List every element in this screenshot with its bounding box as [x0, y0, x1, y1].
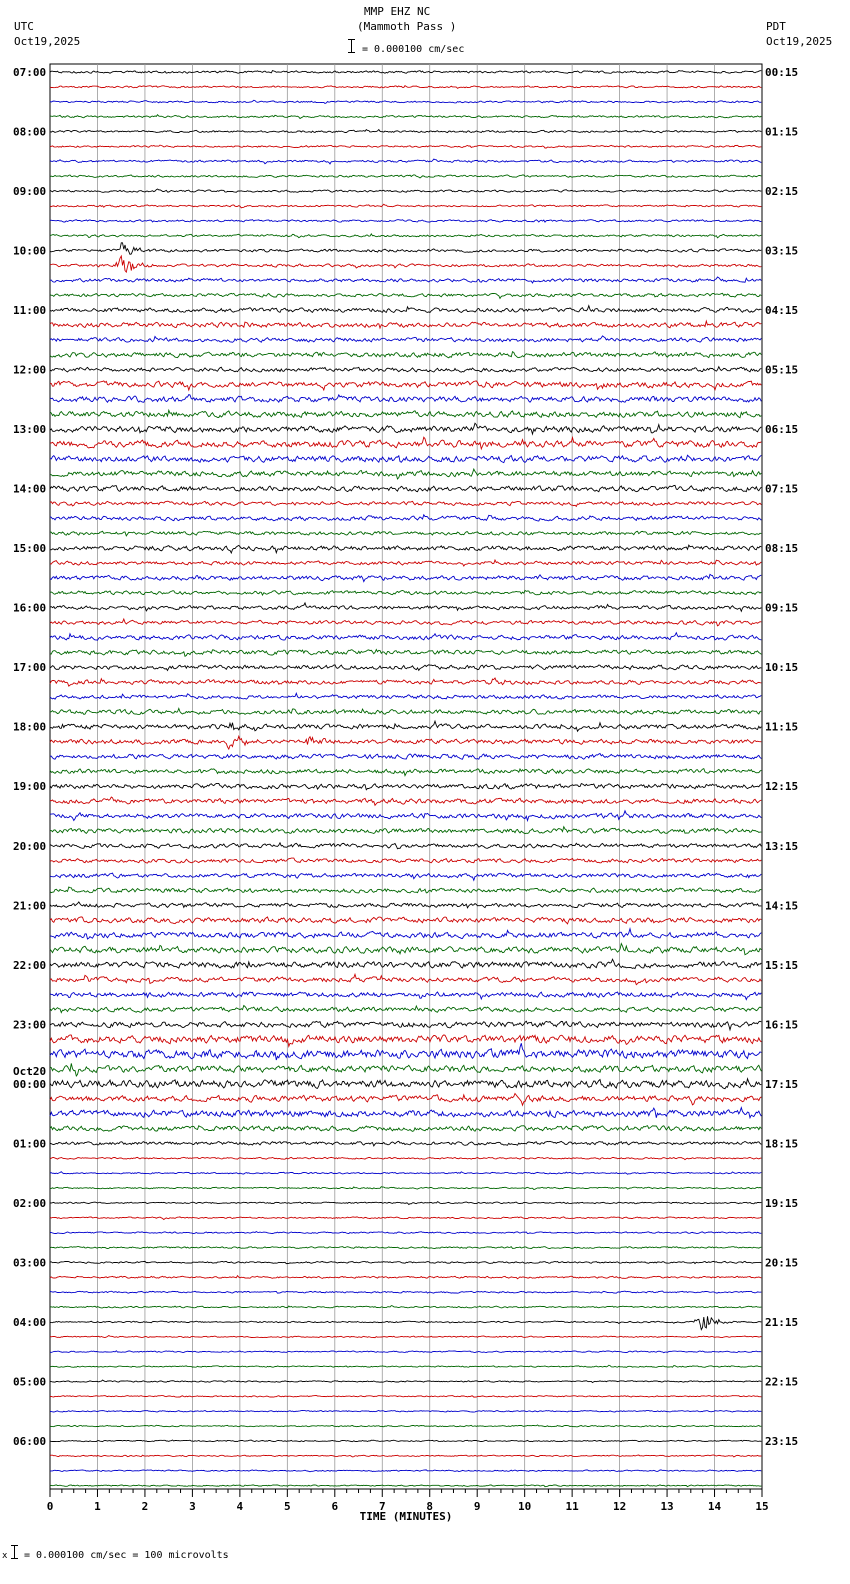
seismic-trace	[50, 115, 761, 119]
seismic-trace	[50, 71, 761, 74]
utc-hour-label: 06:00	[13, 1434, 47, 1448]
seismic-trace	[50, 469, 761, 479]
seismic-trace	[50, 944, 761, 955]
seismic-trace	[50, 797, 761, 805]
seismic-trace	[50, 1157, 761, 1159]
x-tick-label: 0	[46, 1500, 54, 1513]
seismic-trace	[50, 665, 761, 671]
utc-hour-label: 18:00	[13, 720, 47, 734]
station-title: MMP EHZ NC	[364, 5, 431, 18]
x-tick-label: 4	[236, 1500, 244, 1513]
seismic-trace	[50, 501, 761, 506]
seismic-trace	[50, 256, 761, 272]
seismic-trace	[50, 1336, 761, 1338]
seismic-trace	[50, 784, 761, 790]
pdt-hour-label: 10:15	[765, 661, 799, 675]
seismic-trace	[50, 515, 761, 521]
seismic-trace	[50, 1351, 761, 1353]
seismic-trace	[50, 545, 761, 553]
utc-hour-label: 02:00	[13, 1196, 47, 1210]
seismic-trace	[50, 708, 761, 714]
x-axis-label: TIME (MINUTES)	[359, 1510, 453, 1523]
seismic-trace	[50, 1455, 761, 1457]
seismic-trace	[50, 234, 761, 238]
x-tick-label: 13	[660, 1500, 674, 1513]
utc-hour-label: 23:00	[13, 1018, 47, 1032]
seismic-trace	[50, 455, 761, 462]
seismic-trace	[50, 1063, 761, 1076]
pdt-hour-label: 16:15	[765, 1018, 799, 1032]
x-tick-label: 12	[612, 1500, 627, 1513]
seismic-trace	[50, 1108, 761, 1118]
pdt-hour-label: 20:15	[765, 1256, 799, 1270]
utc-hour-label: 22:00	[13, 958, 47, 972]
pdt-hour-label: 15:15	[765, 958, 799, 972]
utc-hour-label: 03:00	[13, 1256, 47, 1270]
seismic-trace	[50, 321, 761, 328]
utc-hour-label: 16:00	[13, 601, 47, 615]
seismic-trace	[50, 1306, 761, 1308]
seismic-trace	[50, 1261, 761, 1263]
pdt-hour-label: 04:15	[765, 304, 799, 318]
seismic-trace	[50, 959, 761, 968]
seismic-trace	[50, 1291, 761, 1293]
seismic-trace	[50, 531, 761, 536]
pdt-hour-label: 06:15	[765, 423, 799, 437]
station-location: (Mammoth Pass )	[357, 20, 457, 33]
footer-prefix: x	[2, 1551, 8, 1561]
x-tick-label: 14	[707, 1500, 722, 1513]
pdt-hour-label: 14:15	[765, 899, 799, 913]
seismic-trace	[50, 1365, 761, 1367]
seismic-trace	[50, 590, 761, 595]
seismic-trace	[50, 189, 761, 192]
seismic-trace	[50, 1202, 761, 1205]
seismic-trace	[50, 1396, 761, 1398]
seismic-trace	[50, 1141, 761, 1146]
plot-frame	[50, 64, 762, 1489]
utc-hour-label: 21:00	[13, 899, 47, 913]
seismic-trace	[50, 395, 761, 403]
seismic-trace	[50, 306, 761, 313]
utc-hour-label: 09:00	[13, 185, 47, 199]
seismic-trace	[50, 1079, 761, 1089]
day-change-label: Oct20	[13, 1064, 47, 1078]
x-tick-label: 10	[518, 1500, 532, 1513]
seismic-trace	[50, 873, 761, 880]
seismic-trace	[50, 754, 761, 760]
seismic-trace	[50, 721, 761, 731]
seismic-trace	[50, 827, 761, 834]
seismic-trace	[50, 130, 761, 133]
seismic-trace	[50, 992, 761, 1000]
pdt-hour-label: 21:15	[765, 1315, 799, 1329]
x-tick-label: 11	[565, 1500, 579, 1513]
utc-hour-label: 15:00	[13, 542, 47, 556]
seismic-trace	[50, 352, 761, 358]
seismic-trace	[50, 1316, 761, 1329]
plot-labels	[13, 66, 798, 1523]
seismic-trace	[50, 1410, 761, 1412]
seismic-trace	[50, 336, 761, 342]
x-tick-label: 2	[141, 1500, 149, 1513]
seismic-trace	[50, 1440, 761, 1442]
x-tick-label: 9	[473, 1500, 481, 1513]
seismic-trace	[50, 1187, 761, 1190]
seismic-trace	[50, 277, 761, 283]
seismic-trace	[50, 929, 761, 939]
pdt-hour-label: 08:15	[765, 542, 799, 556]
seismic-trace	[50, 100, 761, 103]
seismic-trace	[50, 1021, 761, 1030]
seismic-trace	[50, 1485, 761, 1487]
pdt-hour-label: 00:15	[765, 66, 799, 79]
pdt-hour-label: 09:15	[765, 601, 799, 615]
seismic-trace	[50, 204, 761, 208]
seismic-trace	[50, 293, 761, 298]
seismic-trace	[50, 1247, 761, 1249]
seismic-trace	[50, 574, 761, 581]
seismic-trace	[50, 1276, 761, 1279]
seismic-trace	[50, 86, 761, 89]
pdt-hour-label: 13:15	[765, 839, 799, 853]
pdt-hour-label: 12:15	[765, 780, 799, 794]
plot-grid	[50, 64, 762, 1497]
x-tick-label: 5	[284, 1500, 291, 1513]
seismic-trace	[50, 1217, 761, 1220]
pdt-label: PDT	[766, 20, 786, 33]
seismic-trace	[50, 1094, 761, 1106]
utc-hour-label: 19:00	[13, 780, 47, 794]
seismic-trace	[50, 367, 761, 372]
seismic-trace	[50, 902, 761, 908]
seismic-trace	[50, 650, 761, 657]
scale-label: = 0.000100 cm/sec	[362, 44, 465, 55]
utc-date: Oct19,2025	[14, 35, 81, 48]
utc-hour-label: 12:00	[13, 363, 47, 377]
seismic-trace	[50, 1380, 761, 1383]
seismic-trace	[50, 693, 761, 699]
seismic-trace	[50, 917, 761, 924]
pdt-hour-label: 19:15	[765, 1196, 799, 1210]
pdt-hour-label: 03:15	[765, 244, 799, 258]
seismic-trace	[50, 678, 761, 686]
utc-hour-label: 14:00	[13, 482, 47, 496]
x-tick-label: 3	[189, 1500, 196, 1513]
seismic-trace	[50, 410, 761, 417]
seismic-trace	[50, 974, 761, 984]
utc-label: UTC	[14, 20, 34, 33]
seismic-trace	[50, 887, 761, 893]
seismic-trace	[50, 437, 761, 449]
pdt-date: Oct19,2025	[766, 35, 833, 48]
utc-hour-label: 08:00	[13, 125, 47, 139]
seismic-trace	[50, 811, 761, 821]
pdt-hour-label: 22:15	[765, 1375, 799, 1389]
seismic-trace	[50, 381, 761, 390]
utc-hour-label: 11:00	[13, 304, 47, 318]
seismic-trace	[50, 1043, 761, 1060]
seismic-trace	[50, 159, 761, 164]
seismic-trace	[50, 736, 761, 749]
seismic-trace	[50, 560, 761, 566]
seismic-trace	[50, 243, 761, 255]
pdt-hour-label: 02:15	[765, 185, 799, 199]
utc-hour-label: 20:00	[13, 839, 47, 853]
pdt-hour-label: 07:15	[765, 482, 799, 496]
pdt-hour-label: 01:15	[765, 125, 799, 139]
pdt-hour-label: 05:15	[765, 363, 799, 377]
utc-hour-label: 05:00	[13, 1375, 47, 1389]
pdt-hour-label: 17:15	[765, 1077, 799, 1091]
pdt-hour-label: 18:15	[765, 1137, 799, 1151]
seismic-trace	[50, 1126, 761, 1132]
seismic-trace	[50, 603, 761, 611]
x-tick-label: 8	[426, 1500, 434, 1513]
seismic-trace	[50, 175, 761, 178]
seismic-trace	[50, 1172, 761, 1175]
seismic-trace	[50, 858, 761, 863]
footer-scale: = 0.000100 cm/sec = 100 microvolts	[24, 1550, 229, 1561]
utc-hour-label: 01:00	[13, 1137, 47, 1151]
utc-hour-label: 04:00	[13, 1315, 47, 1329]
utc-hour-label: 00:00	[13, 1077, 47, 1091]
footer-scale-bar-icon	[14, 1545, 15, 1559]
utc-hour-label: 13:00	[13, 423, 47, 437]
seismic-trace	[50, 633, 761, 641]
pdt-hour-label: 11:15	[765, 720, 799, 734]
x-tick-label: 1	[94, 1500, 101, 1513]
x-tick-label: 7	[378, 1500, 386, 1513]
seismic-trace	[50, 769, 761, 776]
seismic-trace	[50, 1035, 761, 1047]
seismogram-traces	[50, 71, 761, 1487]
seismic-trace	[50, 145, 761, 148]
seismic-trace	[50, 1006, 761, 1013]
seismic-trace	[50, 1470, 761, 1472]
seismic-trace	[50, 485, 761, 491]
seismic-trace	[50, 423, 761, 434]
seismic-trace	[50, 843, 761, 849]
utc-hour-label: 07:00	[13, 66, 47, 79]
x-tick-label: 15	[755, 1500, 769, 1513]
seismic-trace	[50, 220, 761, 223]
seismic-trace	[50, 619, 761, 626]
pdt-hour-label: 23:15	[765, 1434, 799, 1448]
utc-hour-label: 10:00	[13, 244, 47, 258]
x-tick-label: 6	[331, 1500, 339, 1513]
utc-hour-label: 17:00	[13, 661, 47, 675]
seismic-trace	[50, 1425, 761, 1427]
seismic-trace	[50, 1232, 761, 1234]
